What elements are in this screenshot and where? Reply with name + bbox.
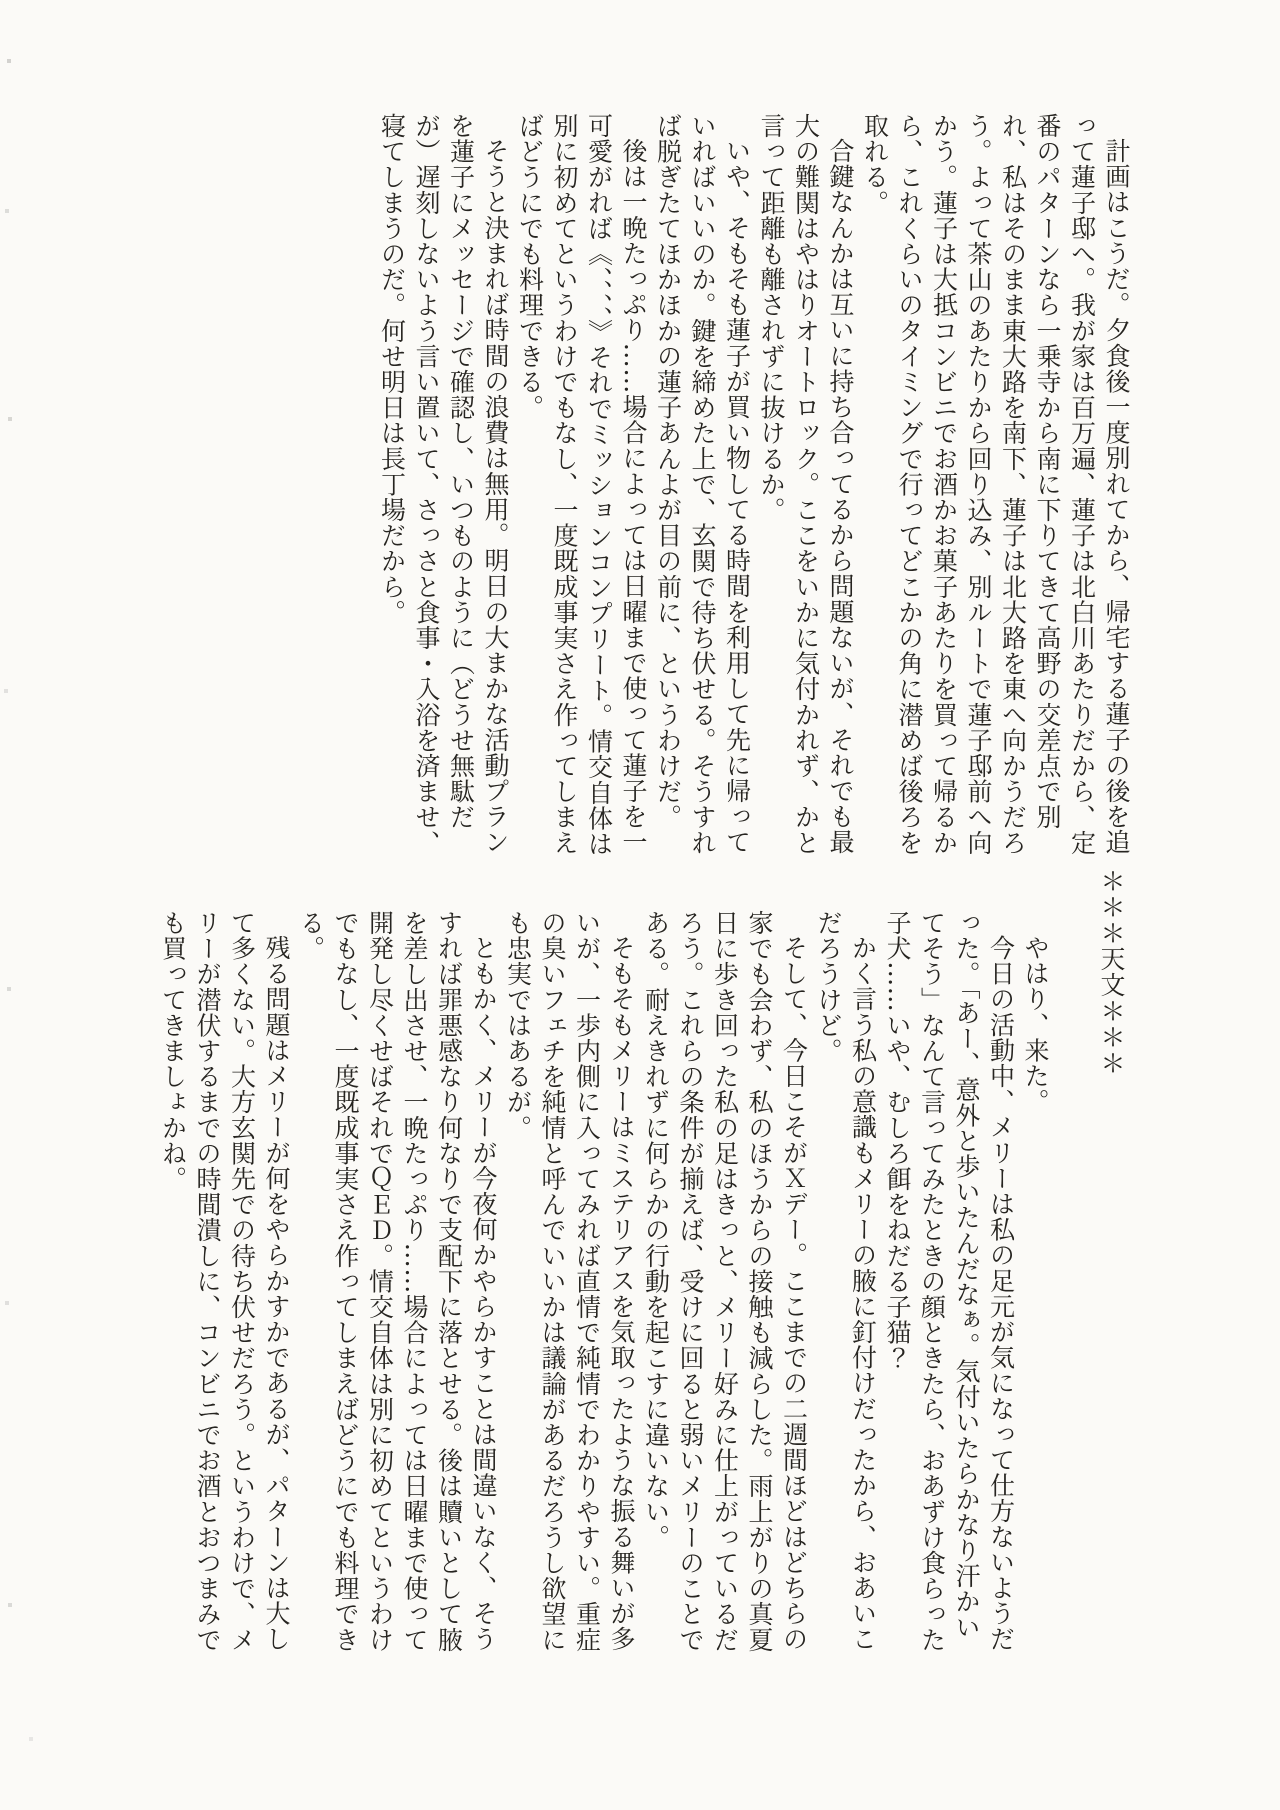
paragraph: そもそもメリーはミステリアスを気取ったような振る舞いが多いが、一歩内側に入ってみれば直情で純情でわかりやすい。重症の臭いフェチを純情と呼んでいいかは議論があるだろうし欲望にも忠実ではあるが。 [503,910,636,1653]
paragraph: 今日の活動中、メリーは私の足元が気になって仕方ないようだった。「あー、意外と歩いたんだなぁ。気付いたらかなり汗かいてそう」なんて言ってみたときの顔ときたら、おあずけ食らった子犬……いや、むしろ餌をねだる子猫？ [883,910,1016,1653]
paragraph: かく言う私の意識もメリーの腋に釘付けだったから、おあいこだろうけど。 [814,910,878,1652]
paragraph: 後は一晩たっぷり……場合によっては日曜まで使って蓮子を一可愛がれば《、、、、》それでミッションコンプリート。情交自体は別に初めてというわけでもなし、一度既成事実さえ作ってしまえばどうにでも料理できる。 [515,113,648,857]
section-break-header: ＊＊＊天文＊＊＊ [1097,868,1126,1076]
paragraph: やはり、来た。 [1021,935,1050,1115]
paragraph: いや、そもそも蓮子が買い物してる時間を利用して先に帰っていればいいのか。鍵を締めた上で、玄関で待ち伏せる。そうすれば脱ぎたてほかほかの蓮子あんよが目の前に、というわけだ。 [653,113,752,856]
paragraph: 合鍵なんかは互いに持ち合ってるから問題ないが、それでも最大の難関はやはりオートロック。ここをいかに気付かれず、かと言って距離も離されずに抜けるか。 [757,113,855,856]
paragraph: ともかく、メリーが今夜何かやらかすことは間違いなく、そうすれば罪悪感なり何なりで支配下に落とせる。後は贖いとして腋を差し出させ、一晩たっぷり……場合によっては日曜まで使って開発し尽くせばそれでＱＥＤ。情交自体は別に初めてというわけでもなし、一度既成事実さえ作ってしまえばどうにでも料理できる。 [296,910,498,1653]
paragraph: そして、今日こそがＸデー。ここまでの二週間ほどはどちらの家でも会わず、私のほうからの接触も減らした。雨上がりの真夏日に歩き回った私の足はきっと、メリー好みに仕上がっているだろう。これらの条件が揃えば、受けに回ると弱いメリーのことである。耐えきれずに何らかの行動を起こすに違いない。 [641,910,809,1653]
paragraph: 残る問題はメリーが何をやらかすかであるが、パターンは大して多くない。大方玄関先での待ち伏せだろう。というわけで、メリーが潜伏するまでの時間潰しに、コンビニでお酒とおつまみでも買ってきましょかね。 [158,910,291,1653]
paragraph: そうと決まれば時間の浪費は無用。明日の大まかな活動プランを蓮子にメッセージで確認し、いつものように（どうせ無駄だが）遅刻しないよう言い置いて、さっさと食事・入浴を済ませ、寝てしまうのだ。何せ明日は長丁場だから。 [377,113,510,856]
scan-speckles [0,0,2,2]
paragraph: 計画はこうだ。夕食後一度別れてから、帰宅する蓮子の後を追って蓮子邸へ。我が家は百万遍、蓮子は北白川あたりだから、定番のパターンなら一乗寺から南に下りてきて高野の交差点で別れ、私はそのまま東大路を南下、蓮子は北大路を東へ向かうだろう。よって茶山のあたりから回り込み、別ルートで蓮子邸前へ向かう。蓮子は大抵コンビニでお酒かお菓子あたりを買って帰るから、これくらいのタイミングで行ってどこかの角に潜めば後ろを取れる。 [860,113,1131,856]
top-passage [374,113,1133,858]
bottom-passage [155,910,1052,1655]
